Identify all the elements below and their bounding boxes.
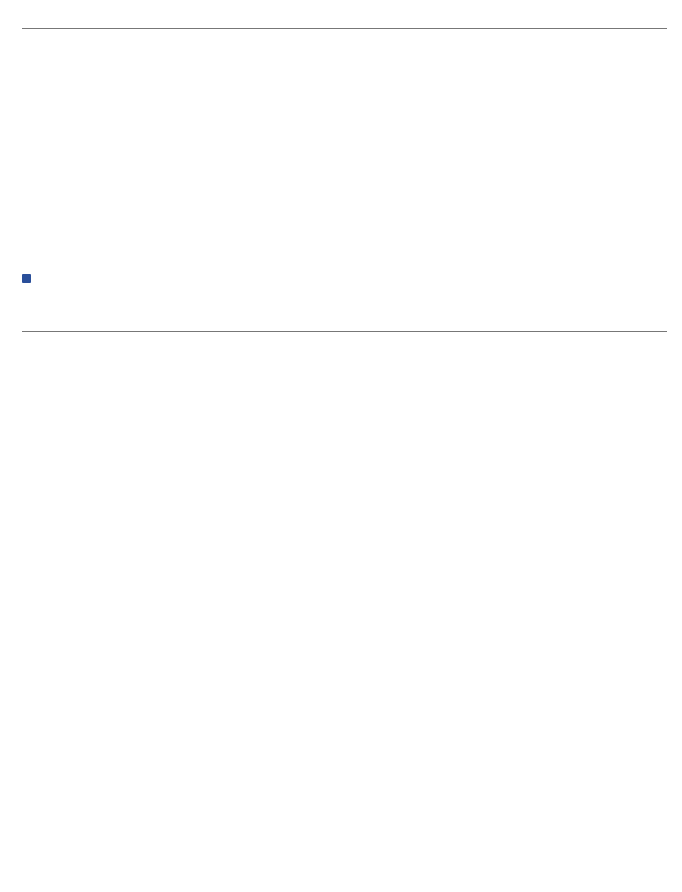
exclamation-badge-icon [22, 274, 31, 283]
section1-top-rule [22, 28, 667, 29]
section2-top-rule [22, 331, 667, 332]
section1-footnote [22, 274, 37, 283]
